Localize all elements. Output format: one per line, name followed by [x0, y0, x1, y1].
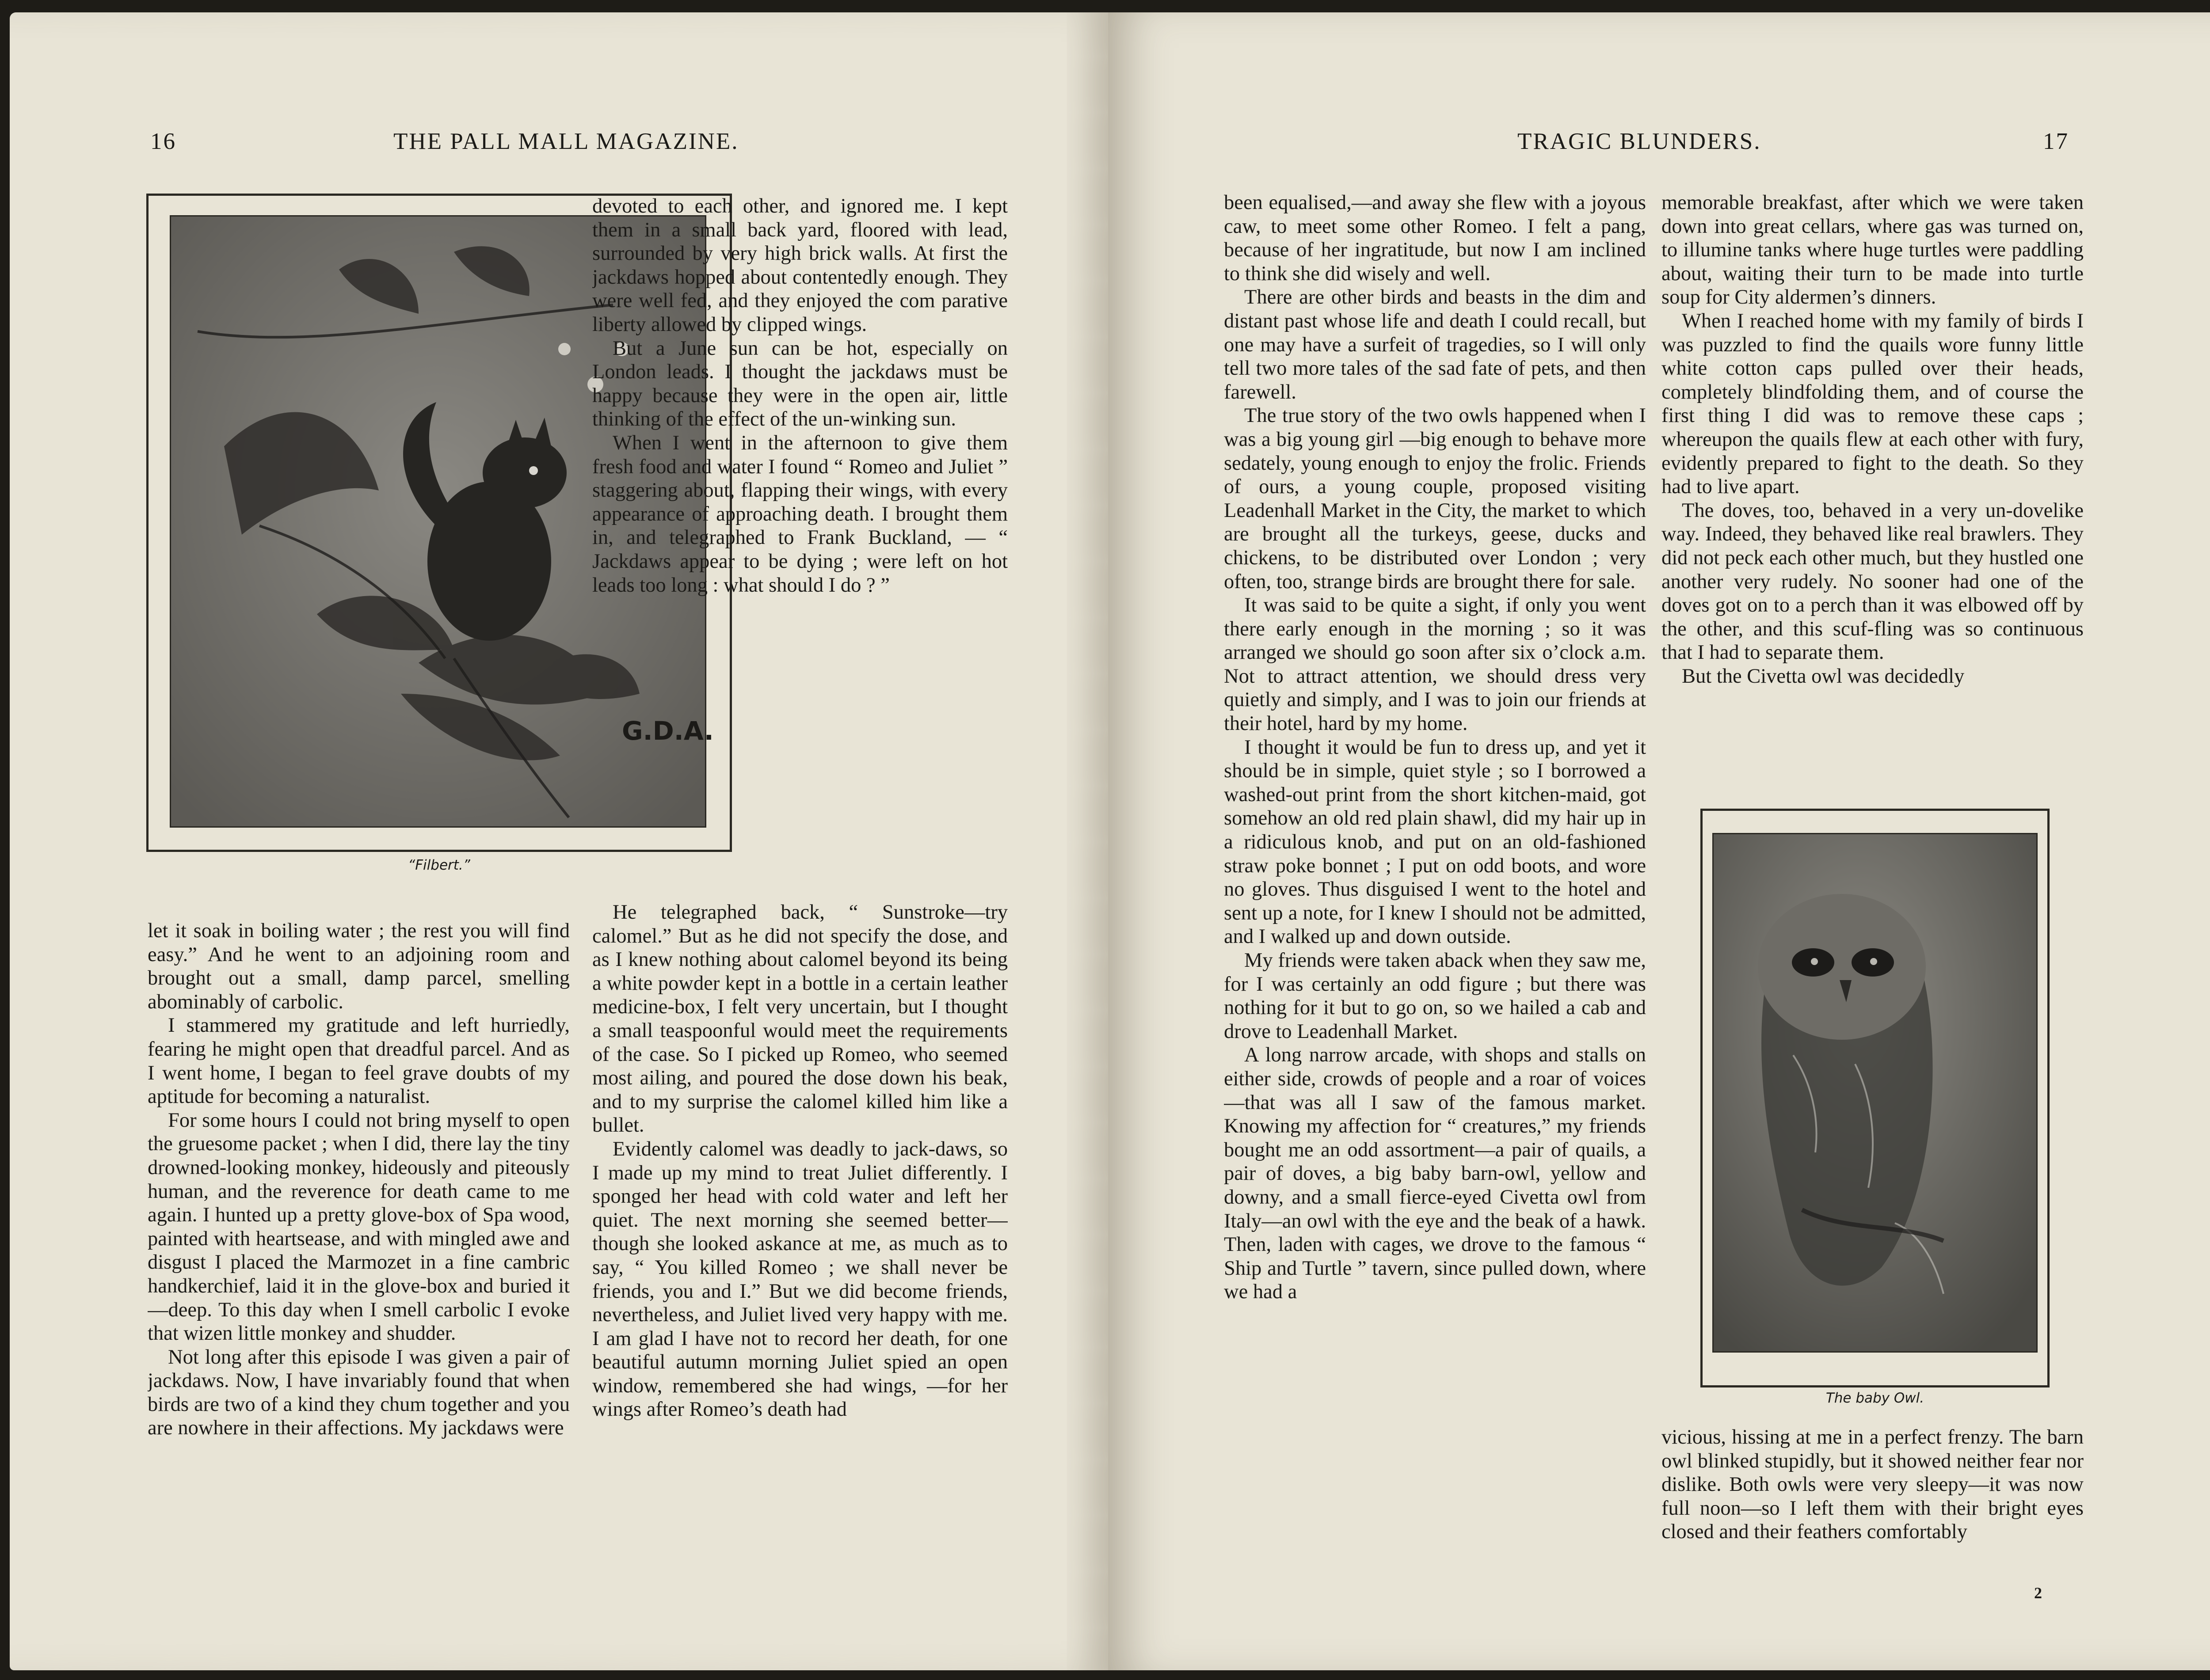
right-page [1108, 12, 2210, 1670]
baby-owl-caption: The baby Owl. [1825, 1390, 1924, 1406]
left-page-right-column-bottom [592, 901, 1008, 1616]
paragraph: It was said to be quite a sight, if only you went there early enough in the morning ; so it was arranged we should go soon after six o’clock a.m. Not to attract attention, we should dress very quietly and simply, and I was to join our friends at their hotel, hard by my home. [1224, 594, 1646, 735]
paragraph: been equalised,—and away she flew with a joyous caw, to meet some other Romeo. I felt a pang, because of her ingratitude, but now I am inclined to think she did wisely and well. [1224, 191, 1646, 285]
left-page [10, 12, 1108, 1670]
right-page-number: 17 [2043, 129, 2069, 154]
owl-drawing [1714, 834, 2036, 1351]
left-running-head: THE PALL MALL MAGAZINE. [393, 129, 739, 154]
paragraph: I stammered my gratitude and left hurriedly, fearing he might open that dreadful parcel. And as I went home, I began to feel grave doubts of my aptitude for becoming a naturalist. [148, 1014, 570, 1108]
right-page-left-column [1224, 191, 1646, 1618]
paragraph: memorable breakfast, after which we were taken down into great cellars, where gas was turned on, to illumine tanks where huge turtles were paddling about, waiting their turn to be made into turtle soup for City aldermen’s dinners. [1661, 191, 2084, 309]
illustrator-signature: G.D.A. [622, 716, 714, 746]
signature-mark: 2 [2034, 1584, 2042, 1602]
paragraph: Evidently calomel was deadly to jack-daws, so I made up my mind to treat Juliet differently. I sponged her head with cold water and left her quiet. The next morning she seemed better—though she looked askance at me, as much as to say, “ You killed Romeo ; we shall never be friends, you and I.” But we did become friends, nevertheless, and Juliet lived very happy with me. I am glad I have not to record her death, for one beautiful autumn morning Juliet spied an open window, remembered she had wings, —for her wings after Romeo’s death had [592, 1137, 1008, 1421]
paragraph: For some hours I could not bring myself to open the gruesome packet ; when I did, there lay the tiny drowned-looking monkey, hideously and piteously human, and the reverence for death came to me again. I hunted up a pretty glove-box of Spa wood, painted with heartsease, and with mingled awe and disgust I placed the Marmozet in a fine cambric handkerchief, laid it in the glove-box and buried it—deep. To this day when I smell carbolic I evoke that wizen little monkey and shudder. [148, 1109, 570, 1345]
paragraph: The true story of the two owls happened when I was a big young girl —big enough to behave more sedately, young enough to enjoy the frolic. Friends of ours, a young couple, proposed visiting Leadenhall Market in the City, the market to which are brought all the turkeys, geese, ducks and chickens, to be distributed over London ; very often, too, strange birds are brought there for sale. [1224, 404, 1646, 593]
paragraph: There are other birds and beasts in the dim and distant past whose life and death I could recall, but one may have a surfeit of tragedies, so I will only tell two more tales of the sad fate of pets, and then farewell. [1224, 286, 1646, 403]
paragraph: A long narrow arcade, with shops and stalls on either side, crowds of people and a roar of voices—that was all I saw of the famous market. Knowing my affection for “ creatures,” my friends bought me an odd assortment—a pair of quails, a pair of doves, a big baby barn-owl, yellow and downy, and a small fierce-eyed Civetta owl from Italy—an owl with the eye and the beak of a hawk. Then, laden with cages, we drove to the famous “ Ship and Turtle ” tavern, since pulled down, where we had a [1224, 1044, 1646, 1304]
paragraph: But a June sun can be hot, especially on London leads. I thought the jackdaws must be happy because they were in the open air, little thinking of the effect of the un-winking sun. [592, 337, 1008, 431]
left-page-left-column [148, 919, 570, 1617]
paragraph: But the Civetta owl was decidedly [1682, 665, 1965, 688]
baby-owl-illustration [1712, 833, 2038, 1353]
paragraph: I thought it would be fun to dress up, and yet it should be in simple, quiet style ; so I borrowed a washed-out print from the short kitchen-maid, got somehow an old red plain shawl, did my hair up in a ridiculous knob, and put on an old-fashioned straw poke bonnet ; I put on odd boots, and wore no gloves. Thus disguised I went to the hotel and sent up a note, for I knew I should not be admitted, and I walked up and down outside. [1224, 736, 1646, 948]
paragraph: Not long after this episode I was given a pair of jackdaws. Now, I have invariably found that when birds are two of a kind they chum together and you are nowhere in their affections. My jackdaws were [148, 1346, 570, 1440]
right-page-right-column-bottom [1661, 1425, 2084, 1620]
paragraph: devoted to each other, and ignored me. I kept them in a small back yard, floored with lead, surrounded by very high brick walls. At first the jackdaws hopped about contentedly enough. They were well fed, and they enjoyed the com parative liberty allowed by clipped wings. [592, 195, 1008, 336]
paragraph: The doves, too, behaved in a very un-dovelike way. Indeed, they behaved like real brawlers. They did not peck each other much, but they hustled one another very rudely. No sooner had one of the doves got on to a perch than it was elbowed off by the other, and this scuf-fling was so continuous that I had to separate them. [1661, 499, 2084, 664]
baby-owl-figure-frame [1700, 809, 2050, 1387]
paragraph: When I went in the afternoon to give them fresh food and water I found “ Romeo and Juliet ” staggering about, flapping their wings, with every appearance of approaching death. I brought them in, and telegraphed to Frank Buckland, — “ Jackdaws appear to be dying ; were left on hot leads too long : what should I do ? ” [592, 431, 1008, 597]
right-page-right-column-top [1661, 191, 2084, 801]
left-page-right-column-top [592, 194, 1008, 946]
paragraph: vicious, hissing at me in a perfect frenzy. The barn owl blinked stupidly, but it showed neither fear nor dislike. Both owls were very sleepy—it was now full noon—so I left them with their bright eyes closed and their feathers comfortably [1661, 1426, 2084, 1543]
paragraph: let it soak in boiling water ; the rest you will find easy.” And he went to an adjoining room and brought out a small, damp parcel, smelling abominably of carbolic. [148, 920, 570, 1013]
filbert-caption: “Filbert.” [408, 857, 470, 873]
left-page-number: 16 [150, 129, 176, 154]
paragraph: My friends were taken aback when they saw me, for I was certainly an odd figure ; but there was nothing for it but to go on, so we hailed a cab and drove to Leadenhall Market. [1224, 949, 1646, 1043]
paragraph: When I reached home with my family of birds I was puzzled to find the quails wore funny little white cotton caps pulled over their heads, completely blindfolding them, and of course the first thing I did was to remove these caps ; whereupon the quails flew at each other with fury, evidently prepared to fight to the death. So they had to live apart. [1661, 309, 2084, 498]
paragraph: He telegraphed back, “ Sunstroke—try calomel.” But as he did not specify the dose, and as I knew nothing about calomel beyond its being a white powder kept in a bottle in a certain leather medicine-box, I felt very uncertain, but I thought a small teaspoonful would meet the requirements of the case. So I picked up Romeo, who seemed most ailing, and poured the dose down his beak, and to my surprise the calomel killed him like a bullet. [592, 901, 1008, 1137]
right-running-head: TRAGIC BLUNDERS. [1517, 129, 1761, 154]
